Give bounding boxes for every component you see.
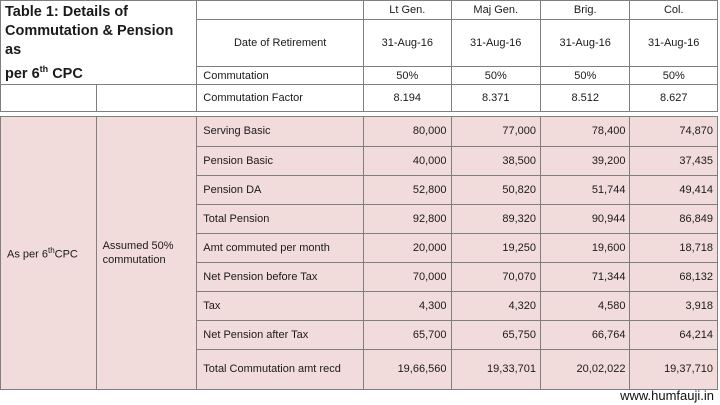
factor-cell: 8.627 xyxy=(630,84,718,111)
value-cell: 4,300 xyxy=(364,291,451,320)
factor-cell: 8.371 xyxy=(451,84,540,111)
factor-cell: 8.194 xyxy=(364,84,451,111)
value-cell: 4,320 xyxy=(451,291,540,320)
site-url: www.humfauji.in xyxy=(620,388,714,403)
value-cell: 65,700 xyxy=(364,320,451,349)
commutation-cell: 50% xyxy=(540,67,629,85)
sub-label: Assumed 50% commutation xyxy=(96,116,197,389)
value-cell: 77,000 xyxy=(451,116,540,146)
blank-cell xyxy=(96,84,197,111)
value-cell: 90,944 xyxy=(540,204,629,233)
value-cell: 38,500 xyxy=(451,146,540,175)
column-header-maj-gen: Maj Gen. xyxy=(451,1,540,20)
value-cell: 49,414 xyxy=(630,175,718,204)
value-cell: 70,070 xyxy=(451,262,540,291)
value-cell: 92,800 xyxy=(364,204,451,233)
row-label: Net Pension after Tax xyxy=(197,320,364,349)
value-cell: 70,000 xyxy=(364,262,451,291)
value-cell: 20,000 xyxy=(364,233,451,262)
value-cell: 19,66,560 xyxy=(364,349,451,389)
value-cell: 80,000 xyxy=(364,116,451,146)
commutation-factor-label: Commutation Factor xyxy=(197,84,364,111)
row-label: Pension DA xyxy=(197,175,364,204)
table-row xyxy=(1,116,718,146)
value-cell: 18,718 xyxy=(630,233,718,262)
value-cell: 66,764 xyxy=(540,320,629,349)
value-cell: 64,214 xyxy=(630,320,718,349)
factor-cell: 8.512 xyxy=(540,84,629,111)
table-title: Table 1: Details of Commutation & Pension as per 6th CPC xyxy=(1,1,197,85)
column-header-lt-gen: Lt Gen. xyxy=(364,1,451,20)
value-cell: 20,02,022 xyxy=(540,349,629,389)
date-of-retirement-label: Date of Retirement xyxy=(197,19,364,66)
commutation-cell: 50% xyxy=(451,67,540,85)
header-blank xyxy=(197,1,364,20)
commutation-cell: 50% xyxy=(364,67,451,85)
row-label: Serving Basic xyxy=(197,116,364,146)
value-cell: 19,37,710 xyxy=(630,349,718,389)
row-label: Total Pension xyxy=(197,204,364,233)
value-cell: 65,750 xyxy=(451,320,540,349)
value-cell: 3,918 xyxy=(630,291,718,320)
value-cell: 86,849 xyxy=(630,204,718,233)
value-cell: 19,250 xyxy=(451,233,540,262)
value-cell: 40,000 xyxy=(364,146,451,175)
date-cell: 31-Aug-16 xyxy=(630,19,718,66)
date-cell: 31-Aug-16 xyxy=(451,19,540,66)
row-label: Amt commuted per month xyxy=(197,233,364,262)
value-cell: 39,200 xyxy=(540,146,629,175)
value-cell: 78,400 xyxy=(540,116,629,146)
value-cell: 89,320 xyxy=(451,204,540,233)
value-cell: 68,132 xyxy=(630,262,718,291)
value-cell: 51,744 xyxy=(540,175,629,204)
value-cell: 4,580 xyxy=(540,291,629,320)
row-label: Tax xyxy=(197,291,364,320)
date-cell: 31-Aug-16 xyxy=(364,19,451,66)
value-cell: 74,870 xyxy=(630,116,718,146)
row-label: Pension Basic xyxy=(197,146,364,175)
value-cell: 19,600 xyxy=(540,233,629,262)
row-label: Net Pension before Tax xyxy=(197,262,364,291)
value-cell: 71,344 xyxy=(540,262,629,291)
row-label: Total Commutation amt recd xyxy=(197,349,364,389)
column-header-col: Col. xyxy=(630,1,718,20)
blank-cell xyxy=(1,84,97,111)
value-cell: 52,800 xyxy=(364,175,451,204)
date-cell: 31-Aug-16 xyxy=(540,19,629,66)
column-header-brig: Brig. xyxy=(540,1,629,20)
commutation-label: Commutation xyxy=(197,67,364,85)
value-cell: 50,820 xyxy=(451,175,540,204)
value-cell: 37,435 xyxy=(630,146,718,175)
group-label: As per 6thCPC xyxy=(1,116,97,389)
value-cell: 19,33,701 xyxy=(451,349,540,389)
commutation-cell: 50% xyxy=(630,67,718,85)
